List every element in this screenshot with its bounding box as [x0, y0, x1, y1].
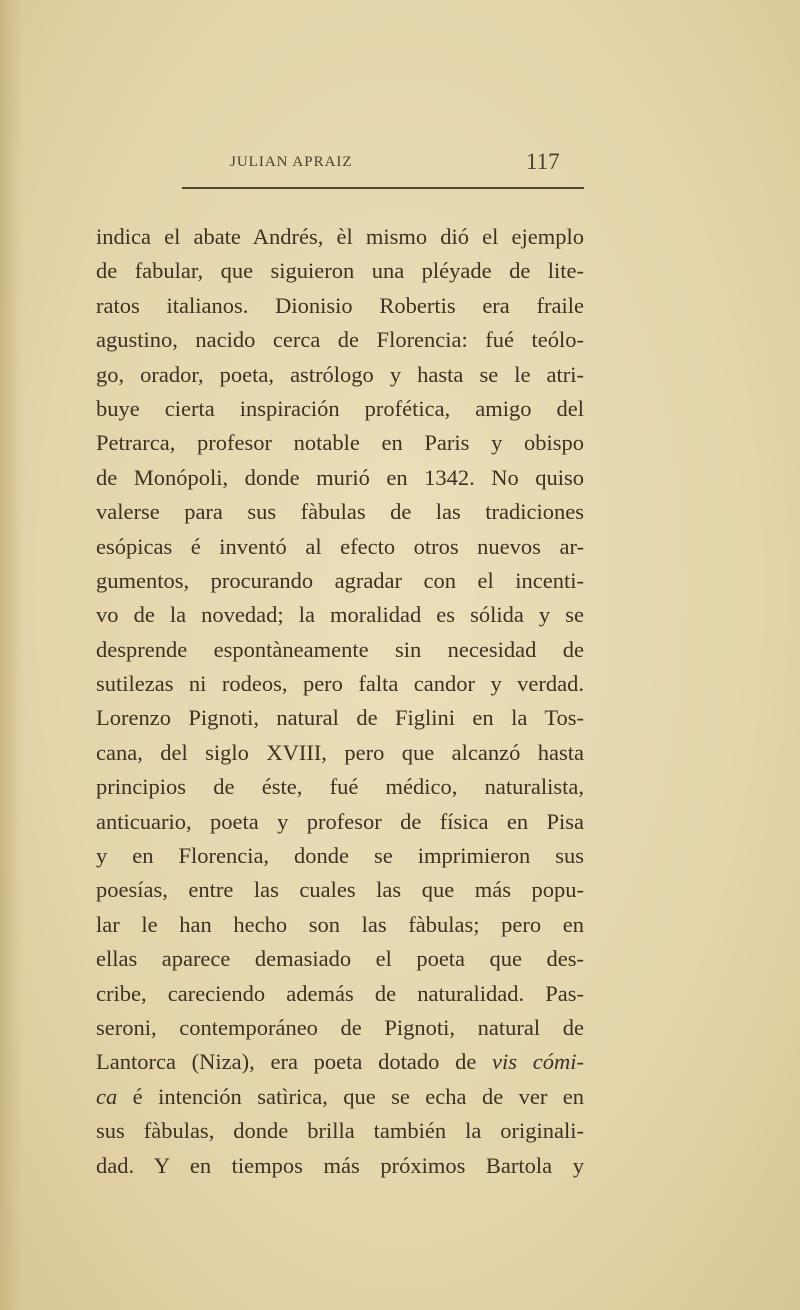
text-line: y en Florencia, donde se imprimieron sus [96, 843, 584, 869]
text-line: sus fàbulas, donde brilla también la originali- [96, 1118, 584, 1144]
text-line: go, orador, poeta, astrólogo y hasta se le atri- [96, 361, 584, 387]
page-number: 117 [526, 149, 560, 174]
page-edge-shadow [0, 0, 22, 1310]
text-line: sutilezas ni rodeos, pero falta candor y verdad. [96, 671, 584, 697]
text-line: cribe, careciendo además de naturalidad. Pas- [96, 980, 584, 1006]
text-line: seroni, contemporáneo de Pignoti, natural de [96, 1014, 584, 1040]
text-line: poesías, entre las cuales las que más popu- [96, 877, 584, 903]
text-line: buye cierta inspiración profética, amigo del [96, 395, 584, 421]
text-line: agustino, nacido cerca de Florencia: fué teólo- [96, 327, 584, 353]
italic-segment: ca [96, 1083, 118, 1109]
header-rule [182, 187, 584, 189]
text-line: de fabular, que siguieron una pléyade de lite- [96, 258, 584, 284]
text-line: indica el abate Andrés, èl mismo dió el ejemplo [96, 224, 584, 249]
text-line: esópicas é inventó al efecto otros nuevos ar- [96, 533, 584, 559]
italic-segment: vis cómi- [492, 1049, 584, 1075]
text-line: ellas aparece demasiado el poeta que des- [96, 946, 584, 972]
text-line: dad. Y en tiempos más próximos Bartola y [96, 1152, 584, 1178]
text-line: de Monópoli, donde murió en 1342. No quiso [96, 464, 584, 490]
text-line [96, 1045, 584, 1079]
body-text [96, 220, 584, 1183]
text-line: valerse para sus fàbulas de las tradiciones [96, 499, 584, 525]
text-line: ratos italianos. Dionisio Robertis era fraile [96, 292, 584, 318]
text-line [96, 1080, 584, 1114]
text-line: vo de la novedad; la moralidad es sólida y se [96, 602, 584, 628]
text-line: gumentos, procurando agradar con el incenti- [96, 567, 584, 593]
text-line: lar le han hecho son las fàbulas; pero en [96, 911, 584, 937]
text-segment: é intención satìrica, que se echa de ver en [117, 1083, 584, 1109]
running-head: JULIAN APRAIZ [230, 154, 353, 170]
text-line: desprende espontàneamente sin necesidad de [96, 636, 584, 662]
text-line: cana, del siglo XVIII, pero que alcanzó hasta [96, 739, 584, 765]
text-line: principios de éste, fué médico, naturalista, [96, 774, 584, 800]
text-line: anticuario, poeta y profesor de física en Pisa [96, 808, 584, 834]
text-line: Lorenzo Pignoti, natural de Figlini en la Tos- [96, 705, 584, 731]
text-segment: Lantorca (Niza), era poeta dotado de [96, 1049, 493, 1075]
text-line: Petrarca, profesor notable en Paris y obispo [96, 430, 584, 456]
